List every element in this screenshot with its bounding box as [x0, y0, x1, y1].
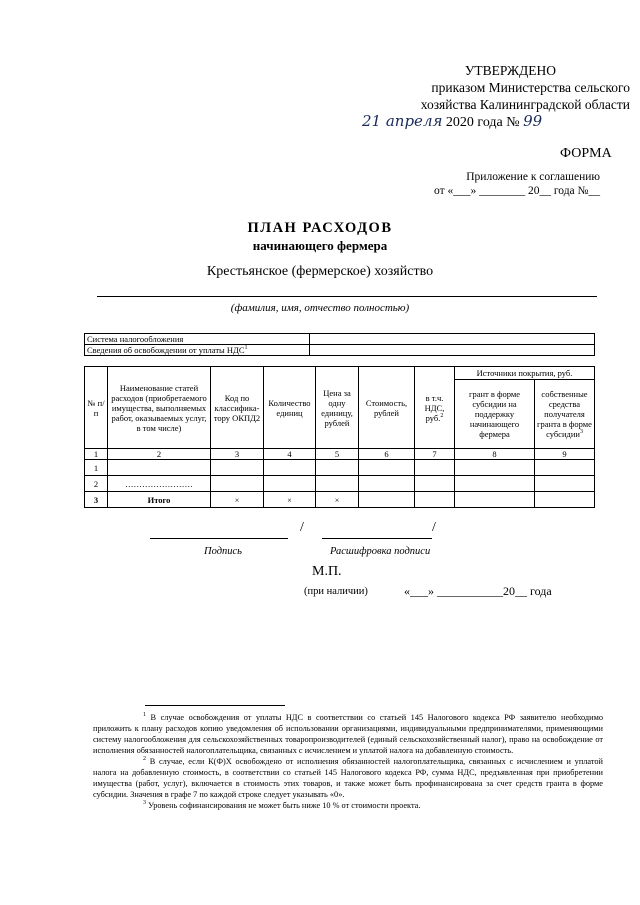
col-number: 2	[108, 449, 211, 460]
col-code-header: Код по классифика-тору ОКПД2	[211, 367, 264, 449]
table-header-row	[85, 367, 595, 380]
farm-label: Крестьянское (фермерское) хозяйство	[206, 264, 434, 279]
footnote-3: $^3$ Уровень софинансирования не может быть ниже 10 % от стоимости проекта.	[143, 800, 421, 810]
col-number: 3	[211, 449, 264, 460]
cell[interactable]	[211, 476, 264, 492]
cell[interactable]	[455, 476, 535, 492]
row-name-dots[interactable]: ……………………	[108, 476, 211, 492]
page-title: ПЛАН РАСХОДОВ	[247, 220, 393, 236]
cell[interactable]	[535, 460, 595, 476]
approval-line-1: приказом Министерства сельского	[431, 80, 630, 95]
total-x-mark: ×	[211, 492, 264, 508]
tax-system-value[interactable]	[310, 334, 595, 345]
name-line	[97, 296, 597, 297]
col-cost-header: Стоимость, рублей	[359, 367, 415, 449]
footnote-divider	[145, 705, 285, 706]
form-label: ФОРМА	[560, 146, 612, 161]
tax-row	[85, 334, 595, 345]
col-number: 5	[316, 449, 359, 460]
cell[interactable]	[415, 460, 455, 476]
approval-head: УТВЕРЖДЕНО	[464, 63, 556, 78]
page-subtitle: начинающего фермера	[252, 238, 388, 253]
row-number: 1	[85, 460, 108, 476]
table-row	[85, 460, 595, 476]
col-grant-header: грант в форме субсидии на поддержку начинающего фермера	[455, 380, 535, 449]
appendix-block	[380, 170, 600, 198]
col-number: 8	[455, 449, 535, 460]
column-numbers-row	[85, 449, 595, 460]
footnote-1: $^1$ В случае освобождения от уплаты НДС в соответствии со статьей 145 Налогового кодекса РФ заявителю необходимо приложить к плану расходов копию уведомления об использовании организациями, индивидуальными предпринимателями, применяющими систему налогообложения для сельскохозяйственных товаропроизводителей (единый сельскохозяйственный налог), право на освобождение от исполнения обязанностей налогоплательщика, связанных с исчислением и уплатой налога на добавленную стоимость.	[93, 712, 603, 755]
stamp-place-label: М.П.	[312, 564, 342, 579]
col-number: 6	[359, 449, 415, 460]
appendix-line-2: от «___» ________ 20__ года №__	[433, 185, 600, 197]
vat-exemption-value[interactable]	[310, 345, 595, 356]
tax-table	[84, 333, 595, 356]
tax-row	[85, 345, 595, 356]
expense-table	[84, 366, 595, 508]
footnotes	[93, 712, 603, 811]
signature-slash: /	[432, 520, 436, 535]
signature-slash: /	[300, 520, 304, 535]
cell[interactable]	[359, 476, 415, 492]
col-sources-header: Источники покрытия, руб.	[455, 367, 595, 380]
row-number: 2	[85, 476, 108, 492]
signature-date: «___» ___________20__ года	[404, 584, 552, 598]
cell[interactable]	[535, 492, 595, 508]
name-caption: (фамилия, имя, отчество полностью)	[230, 302, 410, 314]
handwritten-number: 99	[523, 112, 543, 130]
cell[interactable]	[415, 476, 455, 492]
signature-caption: Подпись	[204, 546, 242, 557]
cell[interactable]	[316, 460, 359, 476]
cell[interactable]	[535, 476, 595, 492]
approval-date	[362, 112, 542, 131]
cell[interactable]	[359, 492, 415, 508]
col-vat-header: в т.ч. НДС, руб.$^2$	[415, 367, 455, 449]
col-number: 9	[535, 449, 595, 460]
signature-line[interactable]	[150, 538, 288, 539]
col-qty-header: Количество единиц	[264, 367, 316, 449]
col-number: 7	[415, 449, 455, 460]
cell[interactable]	[359, 460, 415, 476]
col-number: 4	[264, 449, 316, 460]
col-no-header: № п/п	[85, 367, 108, 449]
cell[interactable]	[211, 460, 264, 476]
footnote-2: $^2$ В случае, если К(Ф)Х освобождено от исполнения обязанностей налогоплательщика, связанных с исчислением и уплатой налога на добавленную стоимость, в соответствии со статьей 145 Налогового кодекса РФ, сумма НДС, предъявленная при приобретении имущества (работ, услуг), включается в стоимость этих товаров, и также может быть профинансирована за счет средств гранта в форме субсидии. Значения в графе 7 по каждой строке следует указывать «0».	[93, 756, 603, 799]
total-x-mark: ×	[316, 492, 359, 508]
tax-system-label: Система налогообложения	[85, 334, 310, 345]
cell[interactable]	[415, 492, 455, 508]
cell[interactable]	[455, 460, 535, 476]
cell[interactable]	[455, 492, 535, 508]
approval-year: 2020 года №	[445, 115, 520, 130]
row-number: 3	[85, 492, 108, 508]
signature-decryption-line[interactable]	[322, 538, 432, 539]
appendix-line-1: Приложение к соглашению	[466, 171, 600, 183]
col-number: 1	[85, 449, 108, 460]
table-row	[85, 476, 595, 492]
approval-block	[380, 62, 630, 113]
table-total-row	[85, 492, 595, 508]
signature-decryption-caption: Расшифровка подписи	[330, 546, 431, 557]
total-label: Итого	[108, 492, 211, 508]
vat-exemption-label: Сведения об освобождении от уплаты НДС$^1$	[85, 345, 310, 356]
col-own-header: собственные средства получателя гранта в форме субсидии$^3$	[535, 380, 595, 449]
handwritten-date: 21 апреля	[362, 112, 443, 130]
col-name-header: Наименование статей расходов (приобретаемого имущества, выполняемых работ, оказываемых услуг, в том числе)	[108, 367, 211, 449]
cell[interactable]	[264, 460, 316, 476]
col-price-header: Цена за одну единицу, рублей	[316, 367, 359, 449]
approval-line-2: хозяйства Калининградской области	[420, 97, 630, 112]
stamp-note: (при наличии)	[304, 586, 368, 597]
cell[interactable]	[108, 460, 211, 476]
cell[interactable]	[316, 476, 359, 492]
cell[interactable]	[264, 476, 316, 492]
total-x-mark: ×	[264, 492, 316, 508]
